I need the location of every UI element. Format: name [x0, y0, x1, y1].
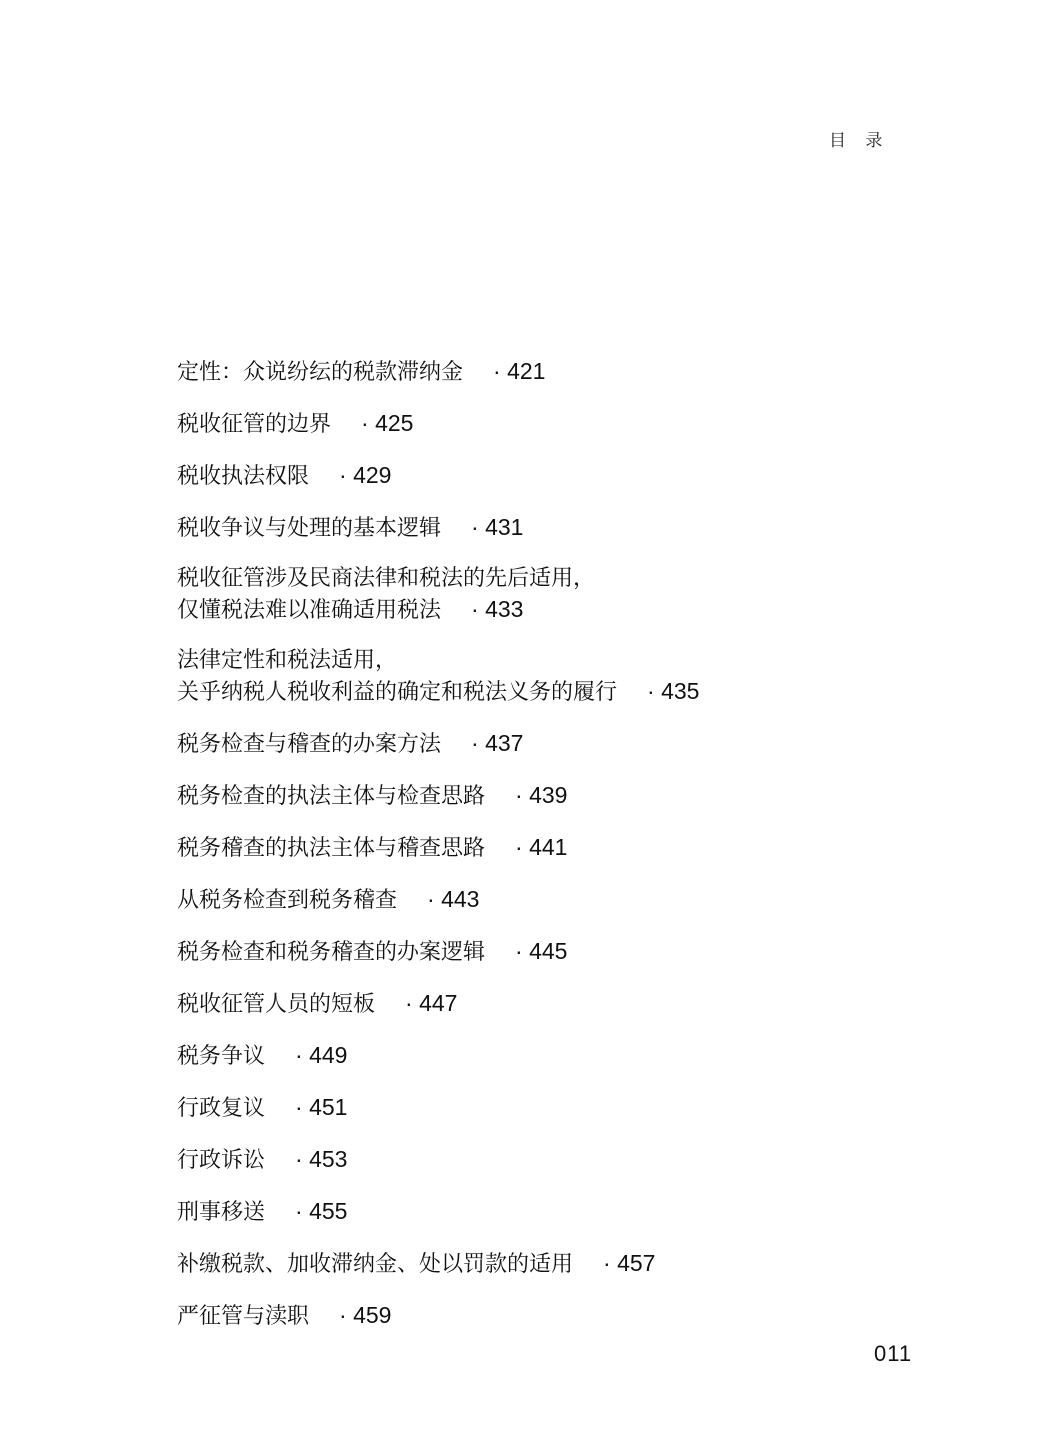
table-of-contents — [177, 356, 957, 1352]
toc-entry[interactable] — [177, 512, 957, 544]
toc-entry-title — [177, 884, 957, 916]
toc-entry-page: · 455 — [295, 1198, 348, 1224]
toc-entry[interactable] — [177, 1196, 957, 1228]
toc-entry-title-text: 税务检查的执法主体与检查思路 — [177, 784, 486, 809]
toc-entry-title-text: 行政诉讼 — [177, 1148, 266, 1173]
toc-entry-title-text: 税收征管人员的短板 — [177, 992, 376, 1017]
toc-entry-title — [177, 1300, 957, 1332]
toc-entry-page: · 441 — [515, 834, 568, 860]
toc-entry-title-text: 税务检查和税务稽查的办案逻辑 — [177, 940, 486, 965]
toc-entry[interactable] — [177, 728, 957, 760]
toc-entry-title — [177, 780, 957, 812]
toc-entry-title-text: 税务检查与稽查的办案方法 — [177, 732, 442, 757]
page-number: 011 — [874, 1341, 913, 1366]
toc-entry-title — [177, 1092, 957, 1124]
toc-entry-title-text: 税务稽查的执法主体与稽查思路 — [177, 836, 486, 861]
toc-entry-page: · 459 — [339, 1302, 392, 1328]
toc-entry-page: · 421 — [493, 358, 546, 384]
running-head-title: 目 录 — [829, 131, 890, 151]
toc-entry-title-text: 税收征管的边界 — [177, 412, 332, 437]
toc-entry-title — [177, 1196, 957, 1228]
toc-entry-page: · 425 — [361, 410, 414, 436]
toc-entry-title-text: 补缴税款、加收滞纳金、处以罚款的适用 — [177, 1252, 574, 1277]
toc-entry-title — [177, 1144, 957, 1176]
toc-entry[interactable] — [177, 356, 957, 388]
toc-entry-title — [177, 512, 957, 544]
toc-entry-title — [177, 1040, 957, 1072]
toc-entry[interactable] — [177, 1092, 957, 1124]
toc-entry-title — [177, 594, 957, 626]
toc-entry-page: · 431 — [471, 514, 524, 540]
toc-entry-title — [177, 408, 957, 440]
toc-entry-title-text: 行政复议 — [177, 1096, 266, 1121]
toc-entry[interactable] — [177, 1144, 957, 1176]
toc-entry-title — [177, 676, 957, 708]
toc-entry[interactable] — [177, 988, 957, 1020]
toc-entry[interactable] — [177, 1300, 957, 1332]
toc-entry-page: · 449 — [295, 1042, 348, 1068]
toc-entry-title — [177, 356, 957, 388]
toc-entry-title — [177, 728, 957, 760]
toc-entry-title — [177, 1248, 957, 1280]
toc-entry-page: · 429 — [339, 462, 392, 488]
toc-entry[interactable] — [177, 832, 957, 864]
toc-entry[interactable] — [177, 460, 957, 492]
toc-entry-title-text: 严征管与渎职 — [177, 1304, 310, 1329]
toc-entry[interactable] — [177, 936, 957, 968]
toc-entry-page: · 445 — [515, 938, 568, 964]
toc-entry-title-text: 刑事移送 — [177, 1200, 266, 1225]
toc-entry-page: · 433 — [471, 596, 524, 622]
toc-entry[interactable] — [177, 1040, 957, 1072]
toc-entry-title — [177, 936, 957, 968]
toc-entry-title-text: 税收执法权限 — [177, 464, 310, 489]
toc-entry[interactable] — [177, 1248, 957, 1280]
toc-entry-title: 法律定性和税法适用， — [177, 648, 398, 673]
toc-entry-title-text: 定性：众说纷纭的税款滞纳金 — [177, 360, 464, 385]
toc-entry[interactable] — [177, 780, 957, 812]
toc-entry[interactable] — [177, 884, 957, 916]
toc-entry-page: · 451 — [295, 1094, 348, 1120]
toc-entry[interactable] — [177, 646, 957, 708]
toc-entry-title — [177, 988, 957, 1020]
toc-entry-title-text: 关乎纳税人税收利益的确定和税法义务的履行 — [177, 680, 618, 705]
toc-entry-page: · 443 — [427, 886, 480, 912]
toc-entry-page: · 439 — [515, 782, 568, 808]
toc-entry-page: · 437 — [471, 730, 524, 756]
toc-entry-title — [177, 460, 957, 492]
toc-entry[interactable] — [177, 408, 957, 440]
toc-entry-title-text: 从税务检查到税务稽查 — [177, 888, 398, 913]
toc-entry-title: 税收征管涉及民商法律和税法的先后适用， — [177, 566, 596, 591]
toc-entry-title — [177, 832, 957, 864]
toc-entry-page: · 457 — [603, 1250, 656, 1276]
toc-entry-page: · 435 — [647, 678, 700, 704]
toc-entry-title-text: 税务争议 — [177, 1044, 266, 1069]
toc-entry[interactable] — [177, 564, 957, 626]
toc-entry-title-text: 税收争议与处理的基本逻辑 — [177, 516, 442, 541]
toc-entry-page: · 447 — [405, 990, 458, 1016]
toc-entry-page: · 453 — [295, 1146, 348, 1172]
toc-entry-title-text: 仅懂税法难以准确适用税法 — [177, 598, 442, 623]
